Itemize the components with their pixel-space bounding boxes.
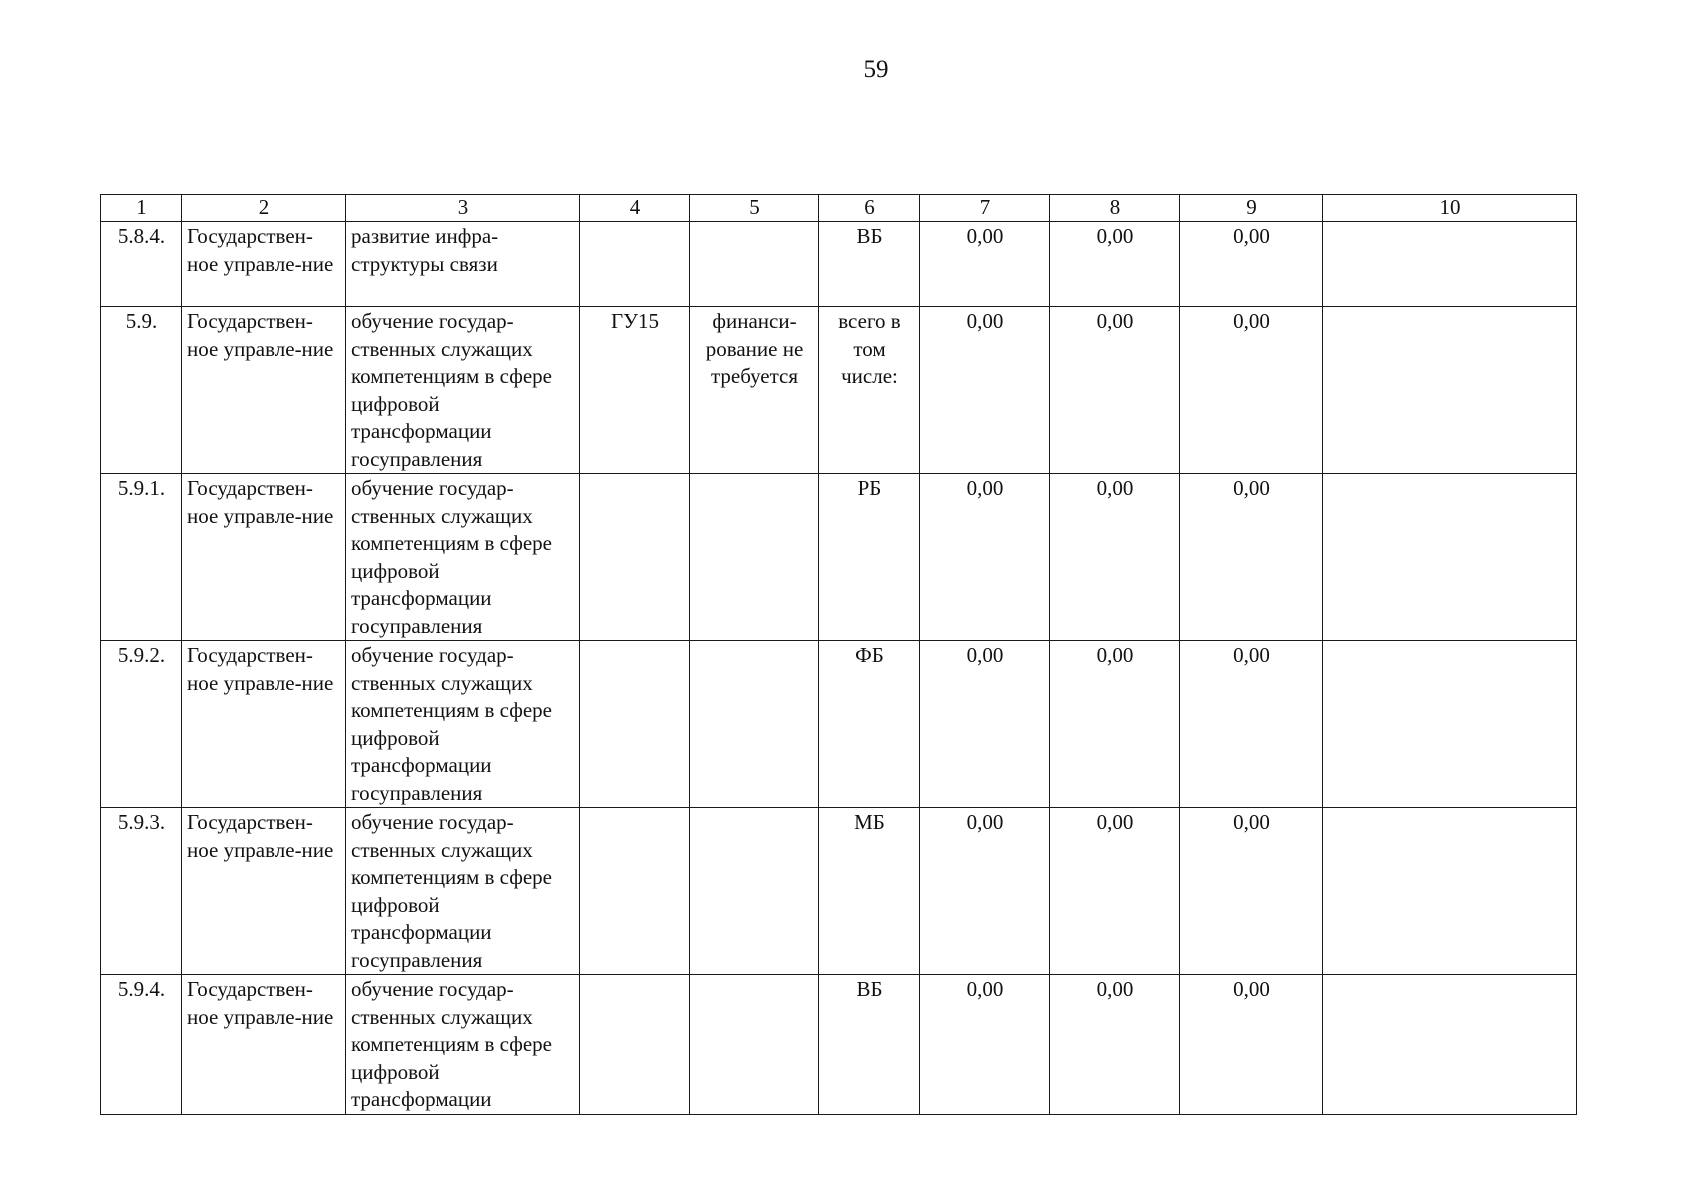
row-area: Государствен-ное управле-ние (182, 808, 346, 975)
column-header-3: 3 (346, 195, 580, 222)
row-funding (690, 474, 819, 641)
column-header-6: 6 (819, 195, 920, 222)
row-value-8: 0,00 (1050, 474, 1180, 641)
row-funding (690, 808, 819, 975)
row-source: МБ (819, 808, 920, 975)
row-source: всего в том числе: (819, 307, 920, 474)
program-table (100, 194, 1577, 1115)
row-value-9: 0,00 (1180, 307, 1323, 474)
row-area: Государствен-ное управле-ние (182, 307, 346, 474)
page-number: 59 (863, 56, 889, 83)
row-description: обучение государ-ственных служащих компетенциям в сфере цифровой трансформации госуправления (346, 474, 580, 641)
row-value-7: 0,00 (920, 808, 1050, 975)
row-area: Государствен-ное управле-ние (182, 474, 346, 641)
row-description: обучение государ-ственных служащих компетенциям в сфере цифровой трансформации (346, 975, 580, 1115)
table-header (101, 195, 1577, 222)
row-value-10 (1323, 222, 1577, 307)
table-row (101, 975, 1577, 1115)
column-header-8: 8 (1050, 195, 1180, 222)
row-number: 5.8.4. (101, 222, 182, 307)
row-value-9: 0,00 (1180, 474, 1323, 641)
row-number: 5.9.1. (101, 474, 182, 641)
row-source: ФБ (819, 641, 920, 808)
row-area: Государствен-ное управле-ние (182, 975, 346, 1115)
row-value-7: 0,00 (920, 474, 1050, 641)
row-value-9: 0,00 (1180, 808, 1323, 975)
row-description: обучение государ-ственных служащих компетенциям в сфере цифровой трансформации госуправления (346, 307, 580, 474)
row-value-7: 0,00 (920, 641, 1050, 808)
row-code (580, 808, 690, 975)
row-value-8: 0,00 (1050, 975, 1180, 1115)
column-header-4: 4 (580, 195, 690, 222)
row-value-7: 0,00 (920, 222, 1050, 307)
row-value-7: 0,00 (920, 307, 1050, 474)
row-value-9: 0,00 (1180, 641, 1323, 808)
row-source: ВБ (819, 222, 920, 307)
row-funding (690, 975, 819, 1115)
row-number: 5.9.2. (101, 641, 182, 808)
row-description: обучение государ-ственных служащих компетенциям в сфере цифровой трансформации госуправления (346, 641, 580, 808)
row-description: обучение государ-ственных служащих компетенциям в сфере цифровой трансформации госуправления (346, 808, 580, 975)
row-value-10 (1323, 975, 1577, 1115)
row-area: Государствен-ное управле-ние (182, 641, 346, 808)
column-header-2: 2 (182, 195, 346, 222)
row-description: развитие инфра-структуры связи (346, 222, 580, 307)
row-value-10 (1323, 307, 1577, 474)
column-header-1: 1 (101, 195, 182, 222)
header-row (101, 195, 1577, 222)
row-code: ГУ15 (580, 307, 690, 474)
table-row (101, 808, 1577, 975)
row-number: 5.9.3. (101, 808, 182, 975)
table-row (101, 474, 1577, 641)
row-number: 5.9. (101, 307, 182, 474)
table-row (101, 307, 1577, 474)
row-value-10 (1323, 474, 1577, 641)
row-value-7: 0,00 (920, 975, 1050, 1115)
row-value-8: 0,00 (1050, 641, 1180, 808)
row-area: Государствен-ное управле-ние (182, 222, 346, 307)
row-value-8: 0,00 (1050, 222, 1180, 307)
row-code (580, 474, 690, 641)
column-header-9: 9 (1180, 195, 1323, 222)
column-header-5: 5 (690, 195, 819, 222)
column-header-7: 7 (920, 195, 1050, 222)
column-header-10: 10 (1323, 195, 1577, 222)
row-code (580, 975, 690, 1115)
row-number: 5.9.4. (101, 975, 182, 1115)
row-funding (690, 222, 819, 307)
row-code (580, 641, 690, 808)
table-row (101, 641, 1577, 808)
row-source: ВБ (819, 975, 920, 1115)
row-value-9: 0,00 (1180, 222, 1323, 307)
row-value-8: 0,00 (1050, 808, 1180, 975)
row-funding: финанси-рование не требуется (690, 307, 819, 474)
row-value-8: 0,00 (1050, 307, 1180, 474)
row-funding (690, 641, 819, 808)
table-row (101, 222, 1577, 307)
row-value-10 (1323, 808, 1577, 975)
row-code (580, 222, 690, 307)
table-body (101, 222, 1577, 1115)
row-value-10 (1323, 641, 1577, 808)
row-value-9: 0,00 (1180, 975, 1323, 1115)
row-source: РБ (819, 474, 920, 641)
